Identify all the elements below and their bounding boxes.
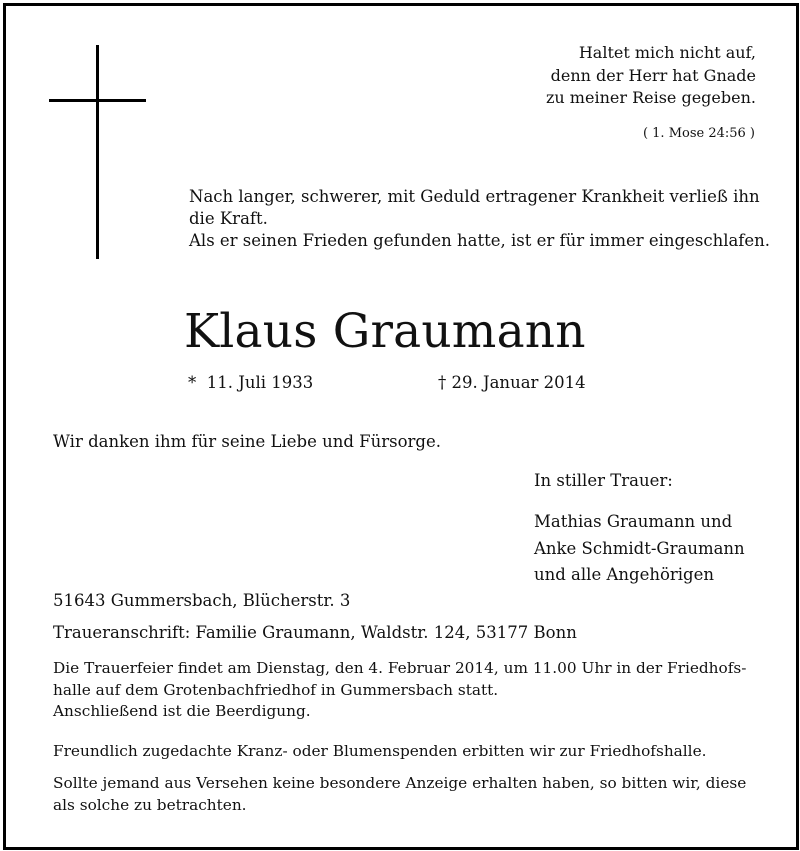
cross-icon xyxy=(96,45,99,259)
cross-icon-bar xyxy=(49,99,146,102)
flowers-text: Freundlich zugedachte Kranz- oder Blumenspenden erbitten wir zur Friedhofshalle. xyxy=(53,742,707,760)
mourner-line: und alle Angehörigen xyxy=(534,565,715,584)
intro-line: Als er seinen Frieden gefunden hatte, ist er für immer eingeschlafen. xyxy=(189,231,771,250)
notice-line: Sollte jemand aus Versehen keine besondere Anzeige erhalten haben, so bitten wir, diese xyxy=(53,774,747,792)
intro-line: Nach langer, schwerer, mit Geduld ertragener Krankheit verließ ihn xyxy=(189,187,760,206)
birth-date: 11. Juli 1933 xyxy=(206,373,314,392)
mourner-line: Anke Schmidt-Graumann xyxy=(534,538,745,558)
bible-verse xyxy=(546,42,756,110)
notice-line: als solche zu betrachten. xyxy=(53,796,247,814)
home-address: 51643 Gummersbach, Blücherstr. 3 xyxy=(53,591,351,610)
ceremony-line: halle auf dem Grotenbachfriedhof in Gummersbach statt. xyxy=(53,680,499,699)
verse-reference: ( 1. Mose 24:56 ) xyxy=(642,126,755,141)
birth-symbol: * xyxy=(188,373,197,392)
mourners-heading: In stiller Trauer: xyxy=(534,471,673,490)
death-symbol: † xyxy=(438,373,447,392)
verse-line: denn der Herr hat Gnade xyxy=(550,65,756,85)
mourning-address: Traueranschrift: Familie Graumann, Waldstr. 124, 53177 Bonn xyxy=(53,623,577,642)
birth-info xyxy=(188,372,313,394)
mourner-line: Mathias Graumann und xyxy=(534,512,733,531)
thanks-text: Wir danken ihm für seine Liebe und Fürsorge. xyxy=(53,432,441,451)
notice-text xyxy=(53,772,746,816)
verse-line: Haltet mich nicht auf, xyxy=(578,43,756,62)
verse-line: zu meiner Reise gegeben. xyxy=(545,88,756,107)
intro-text xyxy=(189,186,770,252)
ceremony-text xyxy=(53,658,746,723)
ceremony-line: Anschließend ist die Beerdigung. xyxy=(53,702,311,720)
deceased-name: Klaus Graumann xyxy=(184,304,586,359)
death-date: 29. Januar 2014 xyxy=(451,373,586,392)
ceremony-line: Die Trauerfeier findet am Dienstag, den 4. Februar 2014, um 11.00 Uhr in der Friedhofs- xyxy=(53,659,747,677)
mourners-list xyxy=(534,509,745,589)
intro-line: die Kraft. xyxy=(189,209,268,228)
death-info xyxy=(438,372,586,394)
